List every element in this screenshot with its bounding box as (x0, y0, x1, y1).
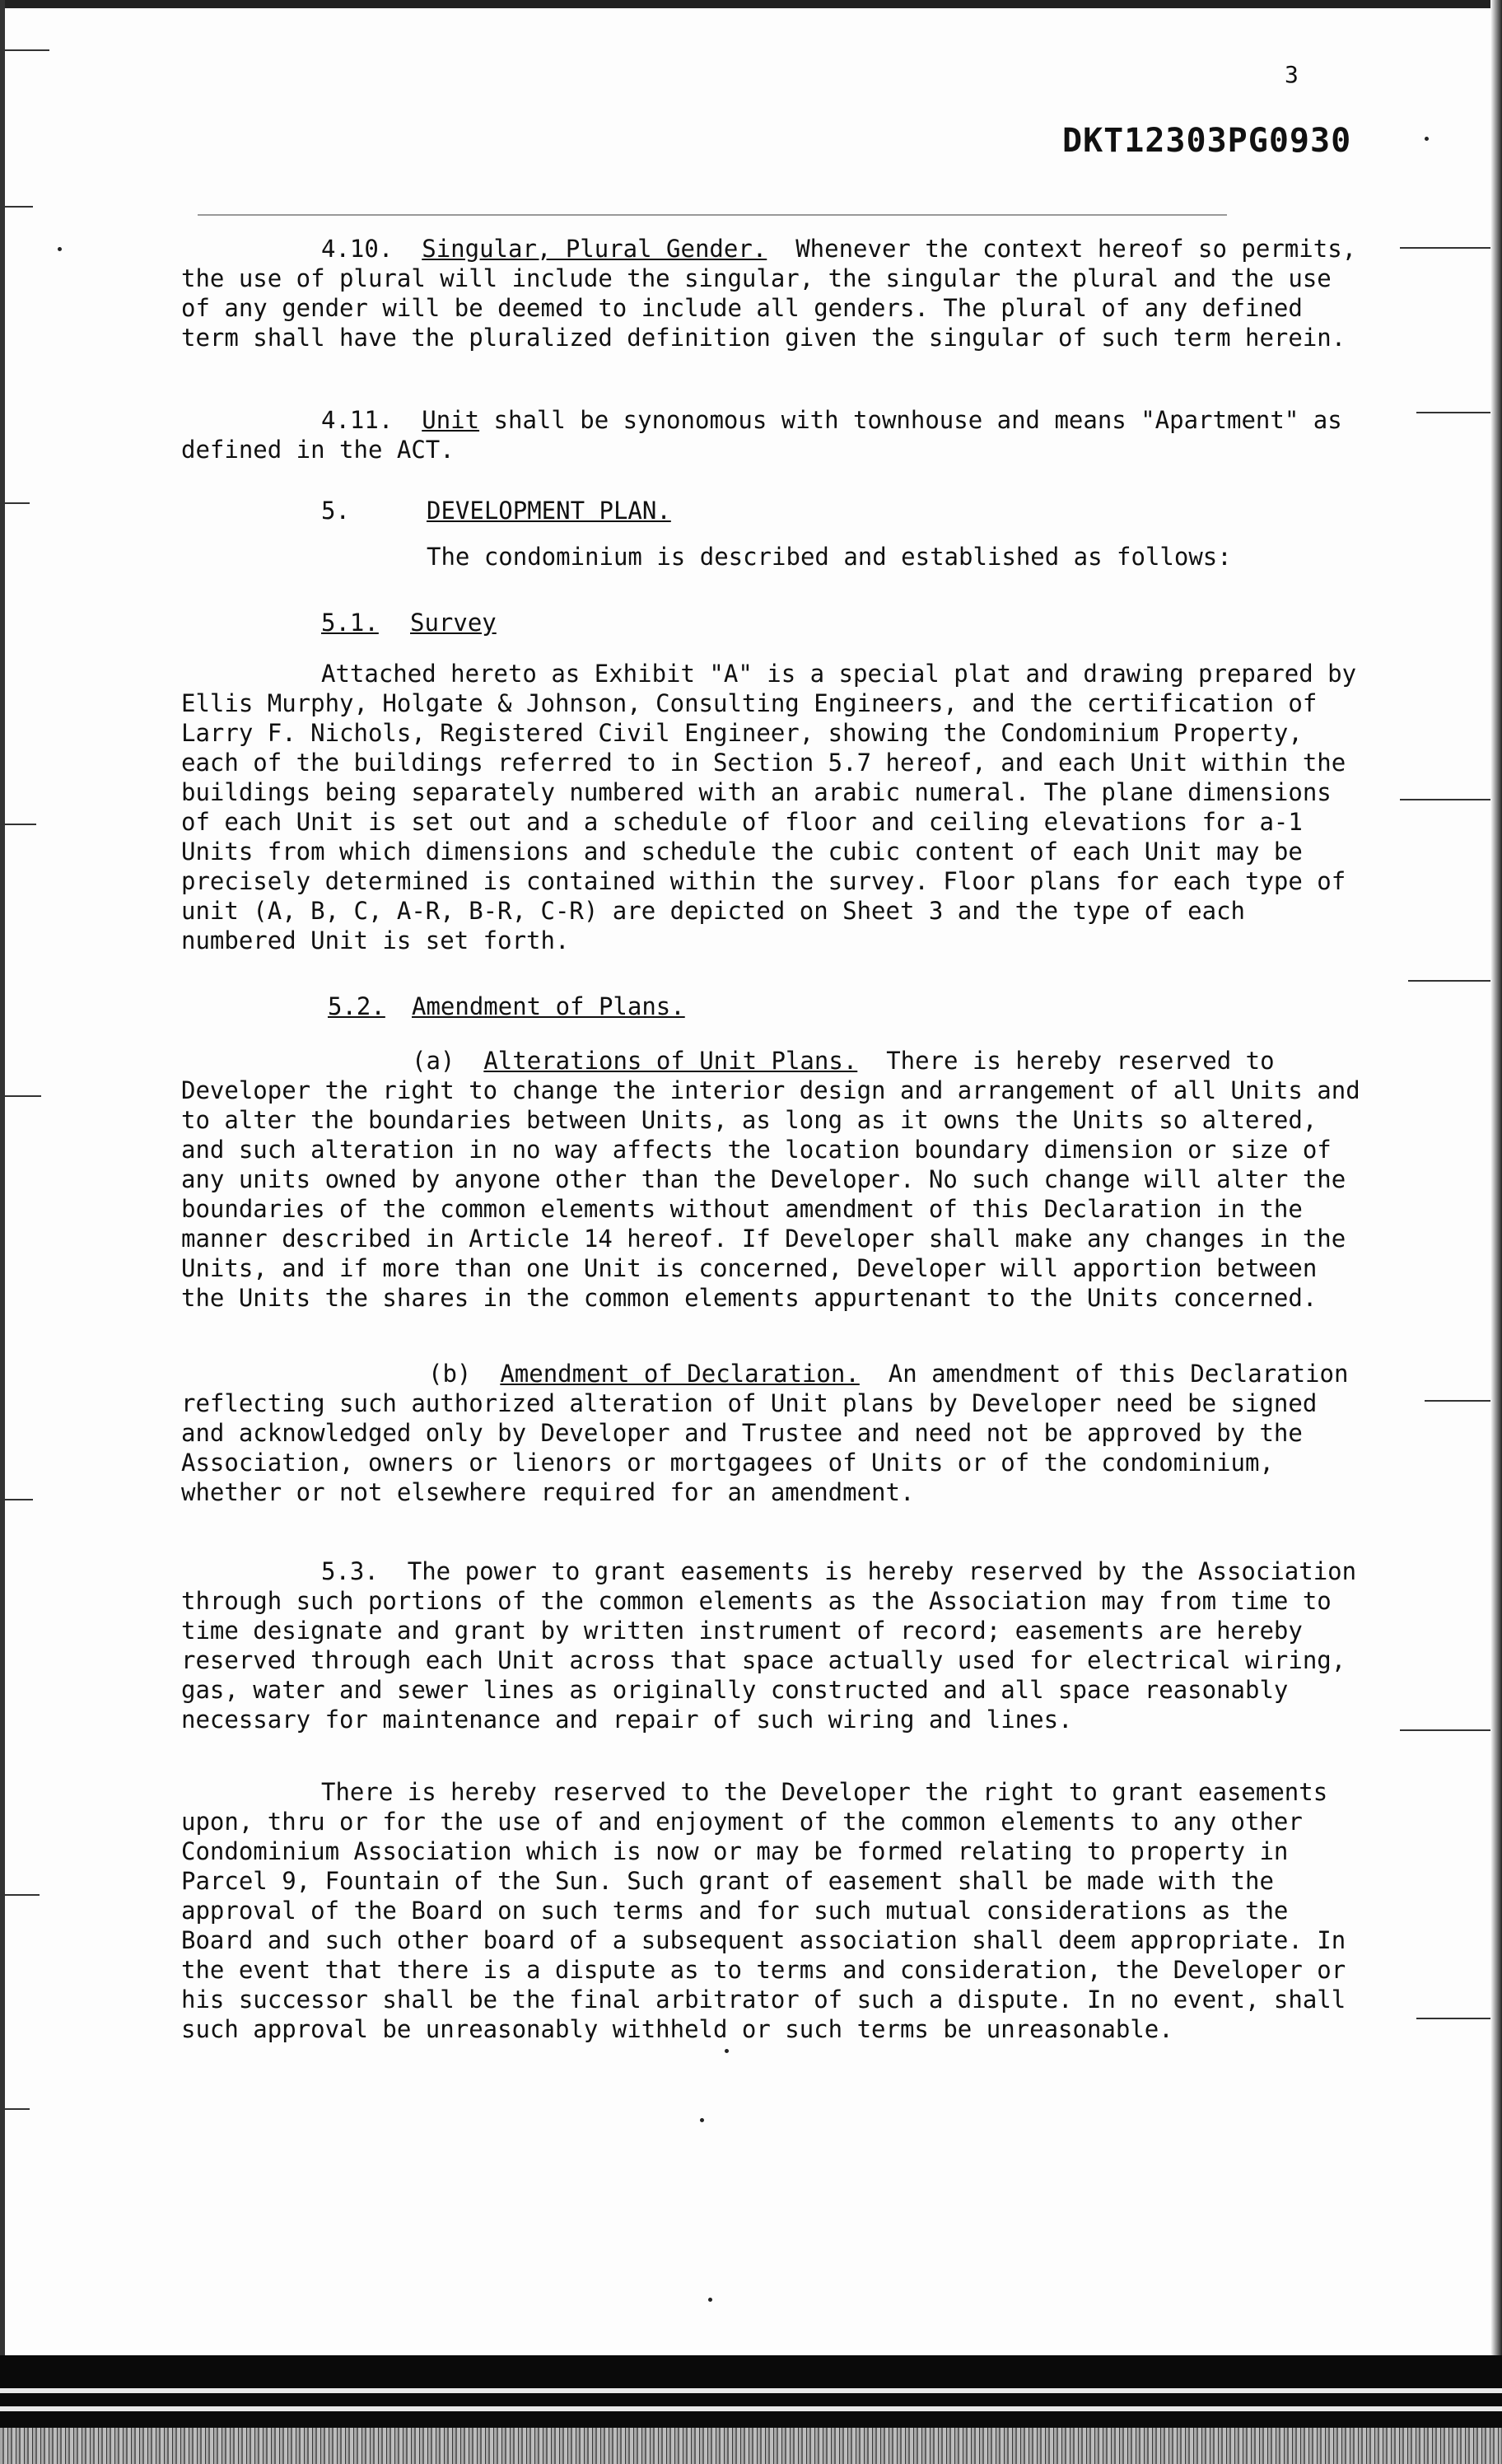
scan-mark (0, 502, 30, 504)
section-5-2-b (181, 1359, 1367, 1507)
scan-mark (198, 214, 1227, 216)
scan-mark (0, 49, 49, 51)
subsection-label: (a) (412, 1047, 455, 1075)
scan-mark (1408, 980, 1490, 982)
page-number: 3 (1285, 61, 1299, 88)
section-number: 4.10. (321, 235, 394, 263)
scan-mark (1425, 1400, 1490, 1402)
section-number: 4.11. (321, 406, 394, 434)
section-5-3-paragraph-2 (181, 1777, 1367, 2044)
scan-mark (0, 1095, 41, 1097)
section-4-10 (181, 234, 1371, 352)
scan-top-edge (0, 0, 1502, 8)
defined-term: Unit (422, 406, 480, 434)
scan-speck (700, 2118, 704, 2122)
scan-speck (708, 2298, 712, 2302)
scan-speck (1425, 137, 1429, 141)
scan-speck (58, 247, 62, 251)
section-text: There is hereby reserved to the Developer the right to grant easements upon, thru or for the use of and enjoyment of the common elements to any other Condominium Association which is now or may be formed relating to property in Parcel 9, Fountain of the Sun. Such grant of easement shall be made with the approval of the Board on such terms and for such mutual considerations as the Board and such other board of a subsequent association shall deem appropriate. In the event that there is a dispute as to terms and consideration, the Developer or his successor shall be the final arbitrator of such a dispute. In no event, shall such approval be unreasonably withheld or such terms be unreasonable. (181, 1778, 1360, 2043)
scan-mark (0, 1499, 33, 1500)
scan-mark (1416, 2018, 1490, 2019)
section-5-2-a (181, 1046, 1375, 1313)
scan-mark (0, 206, 33, 208)
section-5-3 (181, 1556, 1371, 1734)
section-number: 5.2. (328, 992, 385, 1020)
section-text: shall be synonomous with townhouse and means "Apartment" as defined in the ACT. (181, 406, 1357, 464)
scan-left-edge (0, 0, 5, 2464)
scan-mark (1416, 412, 1490, 413)
section-title: Survey (410, 609, 497, 637)
section-intro: The condominium is described and established as follows: (427, 543, 1232, 571)
scan-bottom-noise (0, 2428, 1502, 2464)
section-number: 5. (321, 497, 350, 525)
section-number: 5.1. (321, 609, 379, 637)
document-reference: DKT12303PG0930 (1062, 122, 1352, 160)
section-text: Whenever the context hereof so permits, the use of plural will include the singular, the singular the plural and the use of any gender will be deemed to include all genders. The plural of any defined term shall have the pluralized definition given the singular of such term herein. (181, 235, 1371, 352)
scan-right-edge (1490, 0, 1502, 2464)
scan-mark (0, 824, 36, 825)
section-number: 5.3. (321, 1557, 379, 1585)
subsection-title: Amendment of Declaration. (500, 1360, 860, 1388)
section-title: Amendment of Plans. (412, 992, 685, 1020)
subsection-text: There is hereby reserved to Developer the right to change the interior design and arrangement of all Units and to alter the boundaries between Units, as long as it owns the Units so altered, and such alteration in no way affects the location boundary dimension or size of any units owned by anyone other than the Developer. No such change will alter the boundaries of the common elements without amendment of this Declaration in the manner described in Article 14 hereof. If Developer shall make any changes in the Units, and if more than one Unit is concerned, Developer will apportion between the Units the shares in the common elements appurtenant to the Units concerned. (181, 1047, 1375, 1312)
scan-stripe (0, 2388, 1502, 2393)
section-4-11 (181, 405, 1367, 464)
subsection-text: An amendment of this Declaration reflecting such authorized alteration of Unit plans by Developer need be signed and acknowledged only by Developer and Trustee and need not be approved by the Association, owners or lienors or mortgagees of Units or of the condominium, whether or not elsewhere required for an amendment. (181, 1360, 1363, 1506)
subsection-label: (b) (428, 1360, 472, 1388)
section-text: Attached hereto as Exhibit "A" is a special plat and drawing prepared by Ellis Murphy, Holgate & Johnson, Consulting Engineers, and the certification of Larry F. Nichols, Registered Civil Engineer, showing the Condominium Property, each of the buildings referred to in Section 5.7 hereof, and each Unit within the buildings being separately numbered with an arabic numeral. The plane dimensions of each Unit is set out and a schedule of floor and ceiling elevations for a-1 Units from which dimensions and schedule the cubic content of each Unit may be precisely determined is contained within the survey. Floor plans for each type of unit (A, B, C, A-R, B-R, C-R) are depicted on Sheet 3 and the type of each numbered Unit is set forth. (181, 660, 1371, 954)
section-title: DEVELOPMENT PLAN. (427, 497, 671, 525)
scan-stripe (0, 2406, 1502, 2411)
scan-mark (1400, 799, 1490, 800)
scan-mark (0, 2108, 30, 2110)
scan-speck (725, 2049, 729, 2053)
section-title: Singular, Plural Gender. (422, 235, 767, 263)
scan-mark (0, 1894, 40, 1896)
scan-mark (1400, 247, 1490, 249)
section-text: The power to grant easements is hereby reserved by the Association through such portions of the common elements as the Association may from time to time designate and grant by written instrument of record; easements are hereby reserved through each Unit across that space actually used for electrical wiring, gas, water and sewer lines as originally constructed and all space reasonably necessary for maintenance and repair of such wiring and lines. (181, 1557, 1371, 1734)
section-5-1-text (181, 659, 1371, 955)
scan-mark (1400, 1729, 1490, 1731)
subsection-title: Alterations of Unit Plans. (483, 1047, 858, 1075)
